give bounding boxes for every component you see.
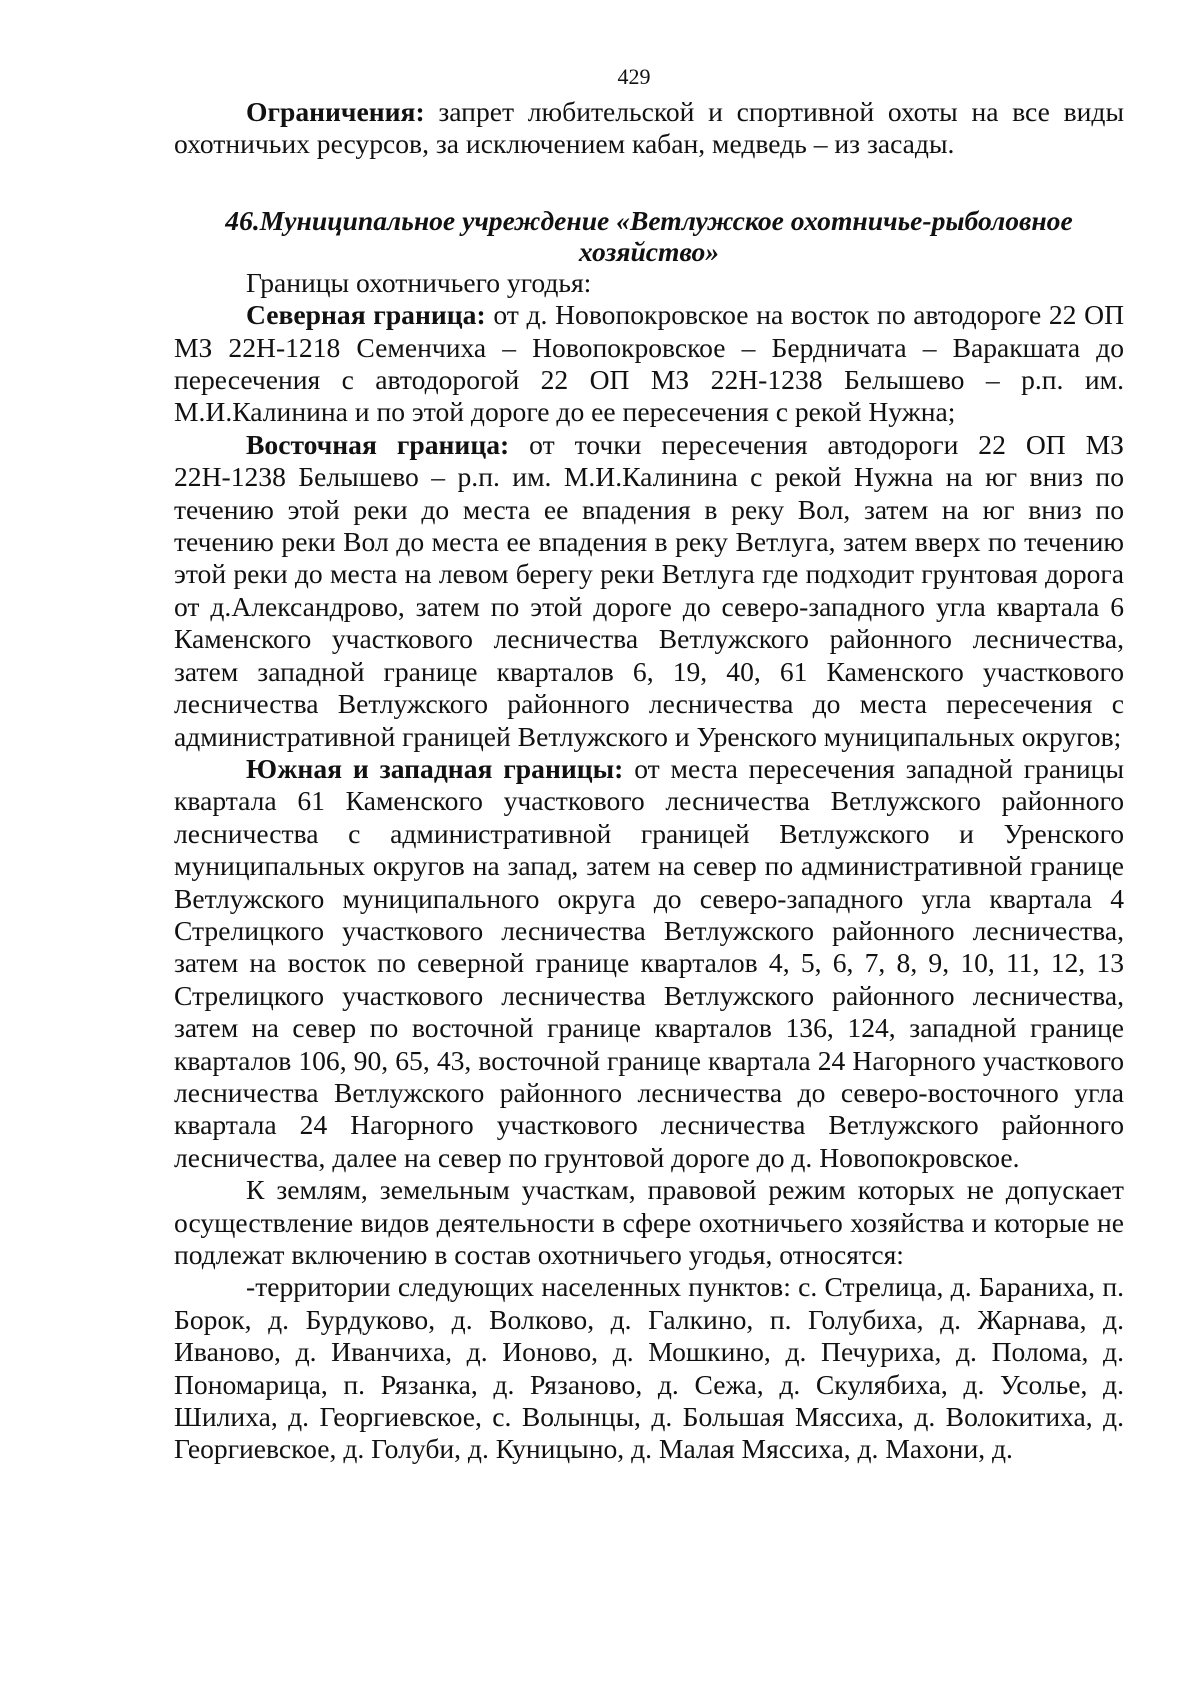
restrictions-paragraph	[174, 96, 1124, 161]
boundaries-intro: Границы охотничьего угодья:	[246, 266, 592, 298]
restrictions-label: Ограничения:	[246, 96, 425, 127]
section-heading-line1: 46.Муниципальное учреждение «Ветлужское охотничье-рыболовное	[225, 204, 1073, 236]
north-boundary-paragraph	[174, 299, 1124, 429]
document-page	[174, 64, 1124, 1466]
section-heading-line2: хозяйство»	[578, 235, 720, 267]
south-west-boundary-label: Южная и западная границы:	[246, 752, 624, 784]
section-heading	[174, 205, 1124, 267]
north-boundary-label: Северная граница:	[246, 299, 486, 331]
north-boundary-text: от д. Новопокровское на восток по автодороге 22 ОП МЗ 22Н-1218 Семенчиха – Новопокровское – Бердничата – Варакшата до пересечения с автодорогой 22 ОП МЗ 22Н-1238 Белышево – р.п. им. М.И.Калинина и по этой дороге до ее пересечения с рекой Нужна;	[174, 299, 1125, 428]
lands-paragraph: К землям, земельным участкам, правовой режим которых не допускает осуществление видов деятельности в сфере охотничьего хозяйства и которые не подлежат включению в состав охотничьего угодья, относятся:	[174, 1174, 1124, 1270]
east-boundary-label: Восточная граница:	[246, 428, 510, 460]
south-west-boundary-text: от места пересечения западной границы квартала 61 Каменского участкового лесничества Ветлужского районного лесничества с административной границей Ветлужского и Уренского муниципальных округов на запад, затем на север по административной границе Ветлужского муниципального округа до северо-западного угла квартала 4 Стрелицкого участкового лесничества Ветлужского районного лесничества, затем на восток по северной границе кварталов 4, 5, 6, 7, 8, 9, 10, 11, 12, 13 Стрелицкого участкового лесничества Ветлужского районного лесничества, затем на север по восточной границе кварталов 136, 124, западной границе кварталов 106, 90, 65, 43, восточной границе квартала 24 Нагорного участкового лесничества Ветлужского районного лесничества до северо-восточного угла квартала 24 Нагорного участкового лесничества Ветлужского районного лесничества, далее на север по грунтовой дороге до д. Новопокровское.	[174, 752, 1124, 1173]
page-number: 429	[617, 64, 651, 89]
east-boundary-text: от точки пересечения автодороги 22 ОП МЗ 22Н-1238 Белышево – р.п. им. М.И.Калинина с рекой Нужна на юг вниз по течению этой реки до места ее впадения в реку Вол, затем на юг вниз по течению реки Вол до места ее впадения в реку Ветлуга, затем вверх по течению этой реки до места на левом берегу реки Ветлуга где подходит грунтовая дорога от д.Александрово, затем по этой дороге до северо-западного угла квартала 6 Каменского участкового лесничества Ветлужского районного лесничества, затем западной границе кварталов 6, 19, 40, 61 Каменского участкового лесничества Ветлужского районного лесничества до места пересечения с административной границей Ветлужского и Уренского муниципальных округов;	[174, 428, 1124, 752]
territories-paragraph: -территории следующих населенных пунктов: с. Стрелица, д. Бараниха, п. Борок, д. Бурдуково, д. Волково, д. Галкино, п. Голубиха, д. Жарнава, д. Иваново, д. Иванчиха, д. Ионово, д. Мошкино, д. Печуриха, д. Полома, д. Пономарица, п. Рязанка, д. Рязаново, д. Сежа, д. Скулябиха, д. Усолье, д. Шилиха, д. Георгиевское, с. Волынцы, д. Большая Мяссиха, д. Волокитиха, д. Георгиевское, д. Голуби, д. Куницыно, д. Малая Мяссиха, д. Махони, д.	[174, 1271, 1124, 1465]
restrictions-text: запрет любительской и спортивной охоты на все виды охотничьих ресурсов, за исключением кабан, медведь – из засады.	[174, 96, 1124, 160]
south-west-boundary-paragraph	[174, 753, 1124, 1174]
east-boundary-paragraph	[174, 429, 1124, 753]
